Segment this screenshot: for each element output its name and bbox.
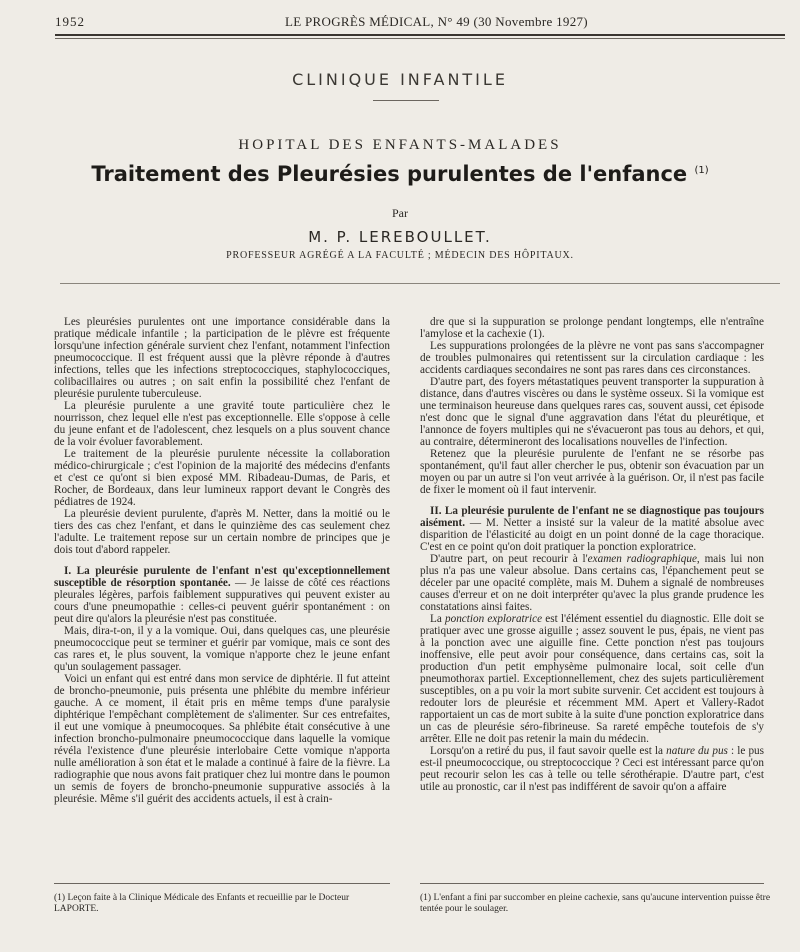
text-run: , mais lui non plus n'a pas une valeur absolue. Dans certains cas, l'épanchement peut se déceler par une opacité complète, mais M. Duhem a signalé de nombreuses causes d'erreur et on ne doit interpréter qu'avec la plus grande prudence les constatations ainsi faites. [420,553,764,613]
emphasis: ponction exploratrice [445,613,543,625]
paragraph: Voici un enfant qui est entré dans mon service de diphtérie. Il fut atteint de broncho-pneumonie, puis présenta une phlébite du membre inférieur gauche. A ce moment, il était pris en même temps d'une paralysie diphtérique l'empêchant complètement de s'alimenter. Sur ces entrefaites, il eut une vomique à pneumocoques. Sa phlébite était consécutive à une infection broncho-pulmonaire pneumococcique dans laquelle la vomique révéla l'existence d'une pleurésie interlobaire Cette vomique n'apporta nulle amélioration à son état et le malade a continué à faire de la fièvre. La radiographie que nous avons fait pratiquer chez lui montre dans le poumon un semis de foyers de broncho-pneumonie suppurative associés à la pleurésie. Même s'il guérit des accidents actuels, il est à crain- [54,673,390,805]
title-footnote-mark: (1) [694,165,709,176]
paragraph: La pleurésie purulente a une gravité toute particulière chez le nourrisson, chez lequel elle n'est pas exceptionnelle. Elle s'oppose à celle du jeune enfant et de l'adolescent, chez lesquels on a plus souvent chance de la voir évoluer favorablement. [54,400,390,448]
paragraph: D'autre part, des foyers métastatiques peuvent transporter la suppuration à distance, dans d'autres viscères ou dans le système osseux. Si la vomique est une terminaison heureuse dans quelques rares cas, souvent aussi, cet épisode n'est donc que le signal d'une aggravation dans l'état du pleurétique, et l'annonce de foyers multiples qui ne s'évacueront pas tous au dehors, et qui, au contraire, détermineront des localisations nouvelles de l'infection. [420,376,764,448]
section-heading-2: II. La pleurésie purulente de l'enfant ne se diagnostique pas toujours aisément. [420,505,764,529]
section-rule [373,100,439,101]
text-run: est l'élément essentiel du diagnostic. Elle doit se pratiquer avec une grosse aiguille ; assez souvent le pus, épais, ne vient pas à la ponction avec une aiguille fine. Cette ponction n'est pas toujours inoffensive, elle peut avoir pour conséquence, dans certains cas, soit la production d'un petit emphysème pulmonaire local, soit celle d'un pneumothorax partiel. Exceptionnellement, chez des sujets particulièrement susceptibles, on a pu voir la mort subite survenir. Cet accident est toujours à redouter lors de pleurésie et récemment MM. Apert et Vallery-Radot rapportaient un cas de mort subite à la suite d'une ponction exploratrice dans un cas de pleurésie séro-fibrineuse. Sa rareté empêche toutefois de s'y arrêter. Elle ne doit pas retenir la main du médecin. [420,613,764,745]
emphasis: nature du pus [666,745,728,757]
byline-par: Par [392,206,408,220]
footnote-left: (1) Leçon faite à la Clinique Médicale des Enfants et recueillie par le Docteur LAPORTE. [54,893,350,914]
paragraph: Les pleurésies purulentes ont une importance considérable dans la pratique médicale infantile ; la participation de le plèvre est fréquente lorsqu'une infection générale survient chez l'enfant, notamment l'infection pneumococcique. Il est fréquent aussi que la plèvre réponde à d'autres infections, telles que les infections streptococciques, staphylococciques, colibacillaires ou autres ; on sait enfin la possibilité chez l'enfant de pleurésie purulente tuberculeuse. [54,316,390,400]
header-rule-thin [55,38,785,39]
article-title-text: Traitement des Pleurésies purulentes de l'enfance [91,162,688,186]
paragraph: Retenez que la pleurésie purulente de l'enfant ne se résorbe pas spontanément, qu'il faut aller chercher le pus, obtenir son évacuation par un moyen ou par un autre si l'on veut arrivée à la guérison. Or, il n'est pas facile de fixer le moment où il faut intervenir. [420,448,764,496]
text-run: Lorsqu'on a retiré du pus, il faut savoir quelle est la [430,745,667,757]
running-head [55,14,770,32]
author-title: PROFESSEUR AGRÉGÉ A LA FACULTÉ ; MÉDECIN DES HÔPITAUX. [226,250,574,261]
section-title: CLINIQUE INFANTILE [292,70,508,89]
page-number: 1952 [55,14,85,29]
text-run: La [430,613,446,625]
footnote-rule-left [54,883,390,884]
paragraph: Mais, dira-t-on, il y a la vomique. Oui, dans quelques cas, une pleurésie pneumococcique peut se terminer et guérir par vomique, mais ce sont des cas rares et, le plus souvent, la vomique n'apporte chez le jeune enfant qu'un soulagement passager. [54,625,390,673]
section-text-2: — M. Netter a insisté sur la valeur de la matité absolue avec disparition de l'élasticité au doigt en un point donné de la cage thoracique. C'est en ce point qu'on doit pratiquer la ponction exploratrice. [420,517,764,553]
byline-rule [60,283,780,284]
section-heading-1: I. La pleurésie purulente de l'enfant n'est qu'exceptionnellement susceptible de résorption spontanée. [54,565,390,589]
right-column [420,316,764,793]
hospital-name: HOPITAL DES ENFANTS-MALADES [238,137,562,153]
footnote-rule-right [420,883,764,884]
paragraph [420,745,764,793]
paragraph [420,613,764,745]
paragraph: Les suppurations prolongées de la plèvre ne vont pas sans s'accompagner de troubles pulmonaires qui retentissent sur la circulation cardiaque : les accidents cardiaques secondaires ne sont pas rares dans ces circonstances. [420,340,764,376]
paragraph: dre que si la suppuration se prolonge pendant longtemps, elle n'entraîne l'amylose et la cachexie (1). [420,316,764,340]
article-title [0,162,800,186]
paragraph [420,553,764,613]
section-text-1: — Je laisse de côté ces réactions pleurales légères, parfois faiblement suppuratives qui peuvent exister au cours d'une pneumopathie : celles-ci peuvent guérir spontanément : on peut dire qu'alors la pleurésie n'est pas constituée. [54,577,390,625]
text-run: : le pus est-il pneumococcique, ou streptococcique ? Ceci est intéressant parce qu'on peut recourir selon les cas à telle ou telle sérothérapie. D'autre part, c'est utile au pronostic, car il n'est pas indifférent de savoir qu'on a affaire [420,745,764,793]
section-paragraph-2 [420,505,764,553]
emphasis: examen radiographique [587,553,697,565]
footnote-right: (1) L'enfant a fini par succomber en pleine cachexie, sans qu'aucune intervention puisse être tentée pour le soulager. [420,893,771,914]
journal-title: LE PROGRÈS MÉDICAL, N° 49 (30 Novembre 1927) [285,14,588,29]
paragraph: La pleurésie devient purulente, d'après M. Netter, dans la moitié ou le tiers des cas chez l'enfant, et dans le quinzième des cas seulement chez l'adulte. Le traitement repose sur un certain nombre de principes que je dois tout d'abord rappeler. [54,508,390,556]
paragraph: Le traitement de la pleurésie purulente nécessite la collaboration médico-chirurgicale ; c'est l'opinion de la majorité des médecins d'enfants et c'est ce qu'ont si bien exposé MM. Ribadeau-Dumas, de Paris, et Rocher, de Bordeaux, dans leur lumineux rapport devant le Congrès des pédiatres de 1924. [54,448,390,508]
text-run: D'autre part, on peut recourir à l' [430,553,588,565]
header-rule [55,34,785,36]
left-column [54,316,390,805]
author-name: M. P. LEREBOULLET. [308,228,492,246]
section-paragraph-1 [54,565,390,625]
